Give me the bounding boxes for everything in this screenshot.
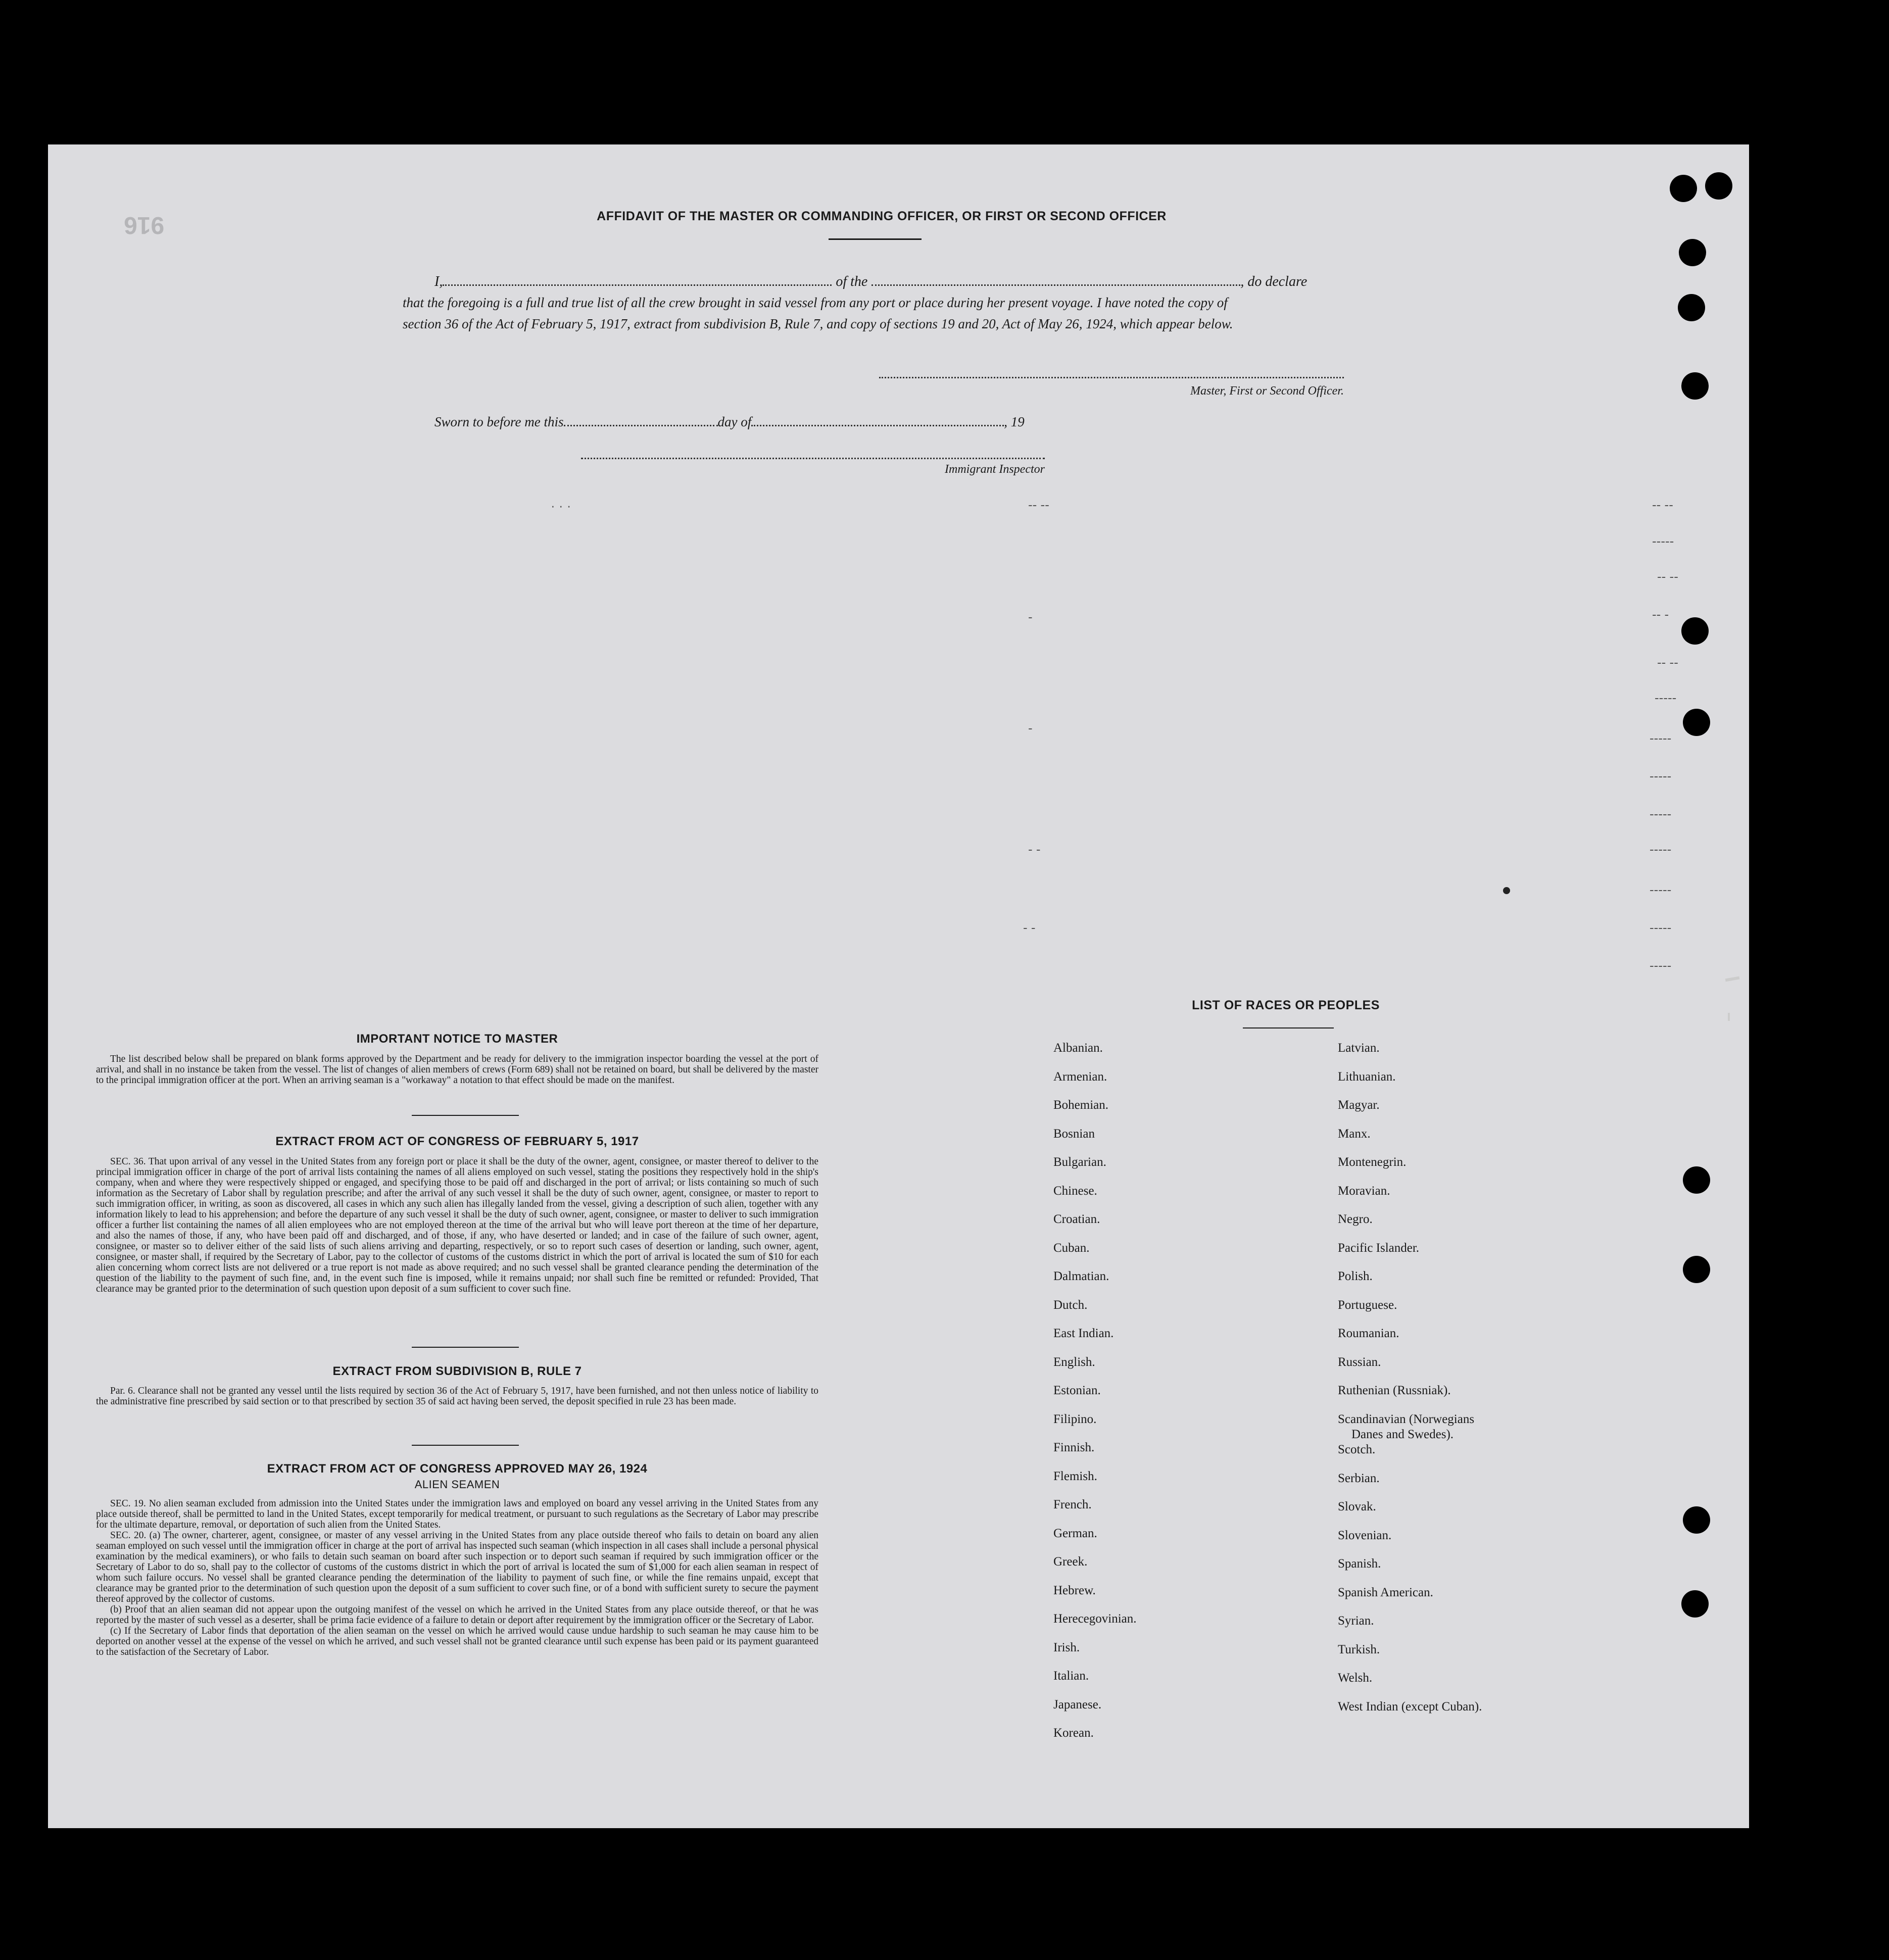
race-item-left: Bulgarian. [1053,1155,1106,1169]
punch-hole [1683,1166,1710,1194]
race-item-right: Moravian. [1338,1184,1390,1198]
race-item-left: Finnish. [1053,1441,1095,1454]
extract-1924-title: EXTRACT FROM ACT OF CONGRESS APPROVED MAY 26, 1924 [267,1462,648,1476]
race-item-left: Cuban. [1053,1241,1090,1255]
race-item-right: Pacific Islander. [1338,1241,1420,1255]
race-item-left: Hebrew. [1053,1584,1096,1597]
scan-mark: ----- [1655,690,1677,705]
scan-mark: ----- [1650,730,1672,746]
document-page [48,144,1749,1828]
section-divider [412,1445,519,1446]
race-item-right: Slovak. [1338,1500,1376,1513]
sec-20b-paragraph: (b) Proof that an alien seaman did not appear upon the outgoing manifest of the vessel on which he arrived in the United States from any place outside thereof, or that he was reported by the master of such vessel as a deserter, shall be prima facie evidence of a failure to detain or deport after requirement by the immigration officer or the Secretary of Labor. [96,1604,818,1626]
sworn-month-blank [751,425,1004,426]
scan-mark: - - [1023,920,1036,935]
punch-hole [1683,1506,1710,1534]
title-divider [829,238,922,240]
punch-hole [1705,172,1732,200]
extract-1917-text [96,1156,818,1294]
sworn-day-blank [564,425,718,426]
name-blank [443,284,832,286]
scan-mark: · · · [551,498,571,513]
race-item-right: Latvian. [1338,1041,1380,1055]
race-item-left: East Indian. [1053,1327,1114,1340]
affidavit-line-3: section 36 of the Act of February 5, 1917, extract from subdivision B, Rule 7, and copy of sections 19 and 20, Act of May 26, 1924, which appear below. [403,316,1233,331]
signature-blank [879,377,1344,378]
punch-hole [1681,617,1709,645]
race-item-left: Irish. [1053,1641,1080,1654]
race-item-right: Serbian. [1338,1472,1380,1485]
race-item-right: Ruthenian (Russniak). [1338,1384,1451,1397]
race-item-right: Portuguese. [1338,1298,1397,1312]
race-item-left: Korean. [1053,1726,1094,1740]
race-item-left: Herecegovinian. [1053,1612,1137,1626]
scan-mark: -- - [1652,607,1669,622]
punch-hole [1679,239,1706,266]
scan-mark: ----- [1650,882,1672,897]
races-title: LIST OF RACES OR PEOPLES [1192,998,1380,1012]
sec-19-paragraph: SEC. 19. No alien seaman excluded from admission into the United States under the immigration laws and employed on board any vessel arriving in the United States from any place outside thereof, shall be permitted to land in the United States, except temporarily for medical treatment, or pursuant to such regulations as the Secretary of Labor may prescribe for the ultimate departure, removal, or deportation of such alien from the United States. [96,1498,818,1530]
scan-mark: ----- [1652,533,1674,549]
handwritten-number: 916 [124,212,165,238]
scan-mark: - [1028,609,1033,624]
race-item-left: Italian. [1053,1669,1089,1683]
punch-hole [1681,1590,1709,1618]
race-item-left: Flemish. [1053,1469,1097,1483]
punch-hole [1683,709,1710,736]
scan-mark: ----- [1650,842,1672,857]
race-item-right: Spanish American. [1338,1586,1433,1599]
race-item-right: Syrian. [1338,1614,1374,1628]
section-divider [412,1115,519,1116]
race-item-right: Slovenian. [1338,1529,1392,1542]
race-item-left: Croatian. [1053,1212,1100,1226]
declare-label: , do declare [1240,274,1307,289]
of-the-label: of the [836,274,868,289]
scan-mark: -- -- [1028,497,1049,512]
race-item-left: Greek. [1053,1555,1088,1569]
races-divider [1243,1027,1334,1028]
i-label: I, [434,274,443,289]
race-item-right: Montenegrin. [1338,1155,1407,1169]
race-item-right: Welsh. [1338,1671,1373,1685]
sec-20c-paragraph: (c) If the Secretary of Labor finds that deportation of the alien seaman on the vessel on which he arrived would cause undue hardship to such seaman he may cause him to be deported on another vessel at the expense of the vessel on which he arrived, and such vessel shall not be granted clearance until such expense has been paid or its payment guaranteed to the satisfaction of the Secretary of Labor. [96,1626,818,1657]
scan-mark: -- -- [1657,655,1678,670]
scan-mark: ----- [1650,806,1672,821]
punch-hole [1678,294,1705,321]
race-item-left: Dutch. [1053,1298,1088,1312]
affidavit-line-1 [434,274,1394,290]
extract-1924-text [96,1498,818,1657]
race-item-right: Scandinavian (Norwegians [1338,1412,1475,1426]
notice-paragraph: The list described below shall be prepared on blank forms approved by the Department and be ready for delivery to the immigration inspector boarding the vessel at the port of arrival, and shall in no instance be taken from the vessel. The list of changes of alien members of crews (Form 689) shall not be retained on board, but shall be delivered by the master to the principal immigration officer at the port. When an arriving seaman is a "workaway" a notation to that effect should be made on the manifest. [96,1054,818,1086]
extract-1924-subtitle: ALIEN SEAMEN [414,1478,500,1491]
race-item-right: Negro. [1338,1212,1373,1226]
signature-label: Master, First or Second Officer. [1190,384,1344,398]
punch-hole [1683,1256,1710,1283]
race-item-left: French. [1053,1498,1092,1511]
race-item-right: Danes and Swedes). [1351,1428,1454,1441]
affidavit-title: AFFIDAVIT OF THE MASTER OR COMMANDING OFFICER, OR FIRST OR SECOND OFFICER [597,209,1167,223]
scan-mark: - - [1028,842,1041,857]
race-item-left: Dalmatian. [1053,1269,1109,1283]
inspector-blank [581,458,1045,459]
section-divider [412,1347,519,1348]
extract-rule7-text [96,1386,818,1407]
scan-mark: ----- [1650,958,1672,973]
race-item-right: Turkish. [1338,1643,1380,1656]
race-item-right: Manx. [1338,1127,1371,1141]
extract-1917-title: EXTRACT FROM ACT OF CONGRESS OF FEBRUARY 5, 1917 [275,1135,639,1148]
race-item-left: Albanian. [1053,1041,1103,1055]
race-item-right: Polish. [1338,1269,1373,1283]
race-item-left: Bohemian. [1053,1098,1109,1112]
vessel-blank [871,284,1240,286]
race-item-left: Estonian. [1053,1384,1101,1397]
sec-36-paragraph: SEC. 36. That upon arrival of any vessel in the United States from any foreign port or place it shall be the duty of the owner, agent, consignee, or master thereof to deliver to the principal immigration officer in charge of the port of arrival lists containing the names of all aliens employed on such vessel, stating the positions they respectively hold in the ship's company, when and where they were respectively shipped or engaged, and specifying those to be paid off and discharged in the port of arrival; or lists containing so much of such information as the Secretary of Labor shall by regulation prescribe; and after the arrival of any such vessel it shall be the duty of such owner, agent, consignee, or master to report to such immigration officer, in writing, as soon as discovered, all cases in which any such alien has illegally landed from the vessel, giving a description of such alien, together with any information likely to lead to his apprehension; and before the departure of any such vessel it shall be the duty of such owner, agent, consignee, or master to deliver to such immigration officer a further list containing the names of all alien employees who are not employed thereon at the time of the arrival but who will leave port thereon at the time of her departure, and also the names of those, if any, who have been paid off and discharged, and of those, if any, who have deserted or landed; and in case of the failure of such owner, agent, consignee, or master so to deliver either of the said lists of such aliens arriving and departing, respectively, or so to report such cases of desertion or landing, such owner, agent, consignee, or master shall, if required by the Secretary of Labor, pay to the collector of customs of the customs district in which the port of arrival is located the sum of $10 for each alien concerning whom correct lists are not delivered or a true report is not made as above required; and no such vessel shall be granted clearance pending the determination of the question of the liability to the payment of such fine, and, in the event such fine is imposed, while it remains unpaid; nor shall such fine be remitted or refunded: Provided, That clearance may be granted prior to the determination of such question upon deposit of a sum sufficient to cover such fine. [96,1156,818,1294]
affidavit-line-2: that the foregoing is a full and true list of all the crew brought in said vessel from any port or place during her present voyage. I have noted the copy of [403,295,1228,310]
punch-hole [1670,175,1697,202]
sworn-prefix: Sworn to before me this [434,414,564,429]
race-item-left: German. [1053,1527,1097,1540]
race-item-right: Russian. [1338,1355,1381,1369]
scan-mark: ----- [1650,920,1672,935]
race-item-left: English. [1053,1355,1095,1369]
race-item-right: Roumanian. [1338,1327,1399,1340]
race-item-right: West Indian (except Cuban). [1338,1700,1482,1713]
scan-mark: - [1028,720,1033,736]
ink-dot [1503,887,1510,894]
race-item-left: Armenian. [1053,1070,1107,1084]
notice-title: IMPORTANT NOTICE TO MASTER [356,1032,558,1046]
year-label: , 19 [1004,414,1025,429]
inspector-label: Immigrant Inspector [945,463,1045,476]
scan-mark: -- -- [1652,497,1673,512]
par-6-paragraph: Par. 6. Clearance shall not be granted any vessel until the lists required by section 36 of the Act of February 5, 1917, have been furnished, and not then unless notice of liability to the administrative fine prescribed by said section or to that prescribed by section 35 of said act having been served, the deposit specified in rule 23 has been made. [96,1386,818,1407]
race-item-right: Lithuanian. [1338,1070,1396,1084]
race-item-left: Filipino. [1053,1412,1097,1426]
scan-mark: ----- [1650,768,1672,783]
race-item-left: Chinese. [1053,1184,1097,1198]
day-of-label: day of [717,414,752,429]
extract-rule7-title: EXTRACT FROM SUBDIVISION B, RULE 7 [332,1364,582,1378]
edge-mark [1728,1013,1730,1021]
scan-mark: -- -- [1657,569,1678,584]
race-item-right: Scotch. [1338,1443,1376,1456]
sworn-line [434,414,1142,430]
race-item-left: Bosnian [1053,1127,1095,1141]
race-item-right: Magyar. [1338,1098,1380,1112]
race-item-left: Japanese. [1053,1698,1102,1711]
notice-text [96,1054,818,1086]
race-item-right: Spanish. [1338,1557,1381,1571]
punch-hole [1681,372,1709,400]
sec-20a-paragraph: SEC. 20. (a) The owner, charterer, agent, consignee, or master of any vessel arriving in the United States from any place outside thereof who fails to detain on board any alien seaman employed on such vessel until the immigration officer in charge at the port of arrival has inspected such seaman (which inspection in all cases shall include a personal physical examination by the medical examiners), or who fails to detain such seaman on board after such inspection or to deport such seaman if required by such immigration officer or the Secretary of Labor to do so, shall pay to the collector of customs of the customs district in which the port of arrival is located the sum of $1,000 for each alien seaman in respect of whom such failure occurs. No vessel shall be granted clearance pending the determination of the liability to payment of such fine, or while the fine remains unpaid, except that clearance may be granted prior to the determination of such question upon the deposit of a sum sufficient to cover such fine, or of a bond with sufficient surety to secure the payment thereof approved by the collector of customs. [96,1530,818,1604]
